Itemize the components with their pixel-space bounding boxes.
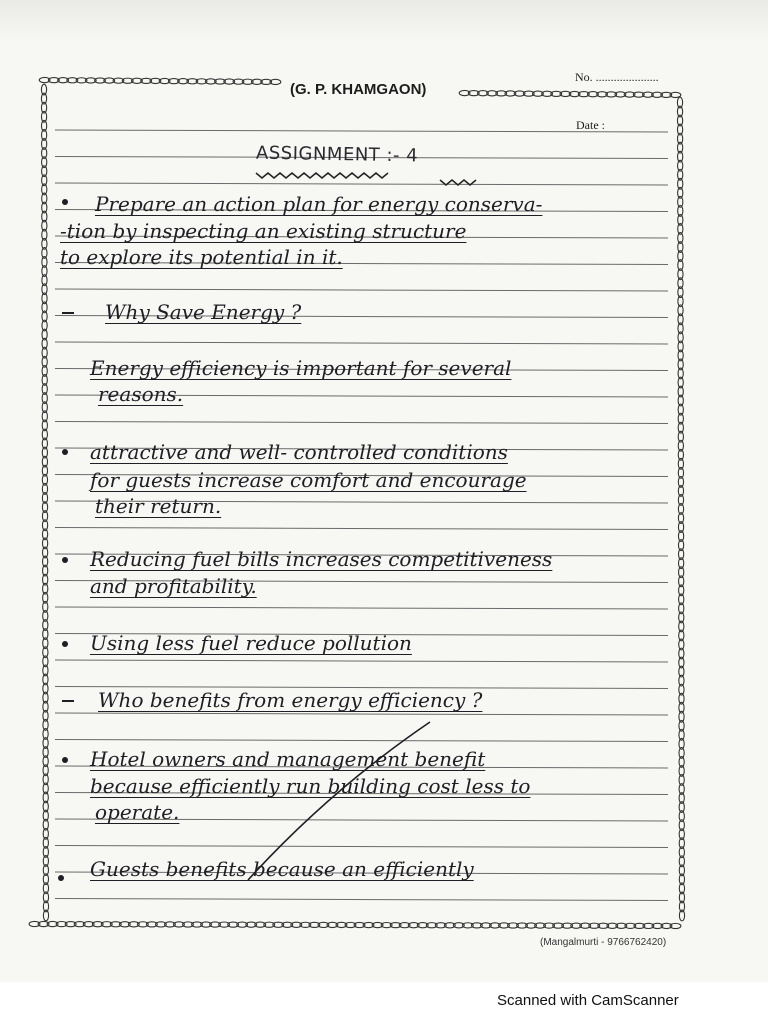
note-line: and profitability. [90,574,257,598]
note-line: reasons. [98,382,184,406]
note-line: Using less fuel reduce pollution [90,631,412,655]
printer-note: (Mangalmurti - 9766762420) [540,937,667,948]
note-line: for guests increase comfort and encourage [90,468,527,492]
note-line: Energy efficiency is important for several [90,356,512,380]
note-line: operate. [95,800,180,824]
note-line: Reducing fuel bills increases competitiveness [90,547,553,571]
note-line: because efficiently run building cost less to [90,774,531,798]
note-line: Why Save Energy ? [105,300,302,324]
note-line: Who benefits from energy efficiency ? [98,688,483,712]
note-line: Hotel owners and management benefit [90,747,486,771]
note-line: -tion by inspecting an existing structure [60,219,467,243]
note-line: their return. [95,494,222,518]
camscanner-watermark: Scanned with CamScanner [497,992,679,1009]
note-line: Guests benefits because an efficiently [90,857,474,881]
note-line: to explore its potential in it. [60,245,343,269]
college-name: (G. P. KHAMGAON) [290,81,427,98]
number-field-label: No. ..................... [575,70,659,84]
page-title: ASSIGNMENT :- 4 [255,142,419,167]
note-line: Prepare an action plan for energy conserva- [95,192,543,216]
date-field-label: Date : [576,118,605,132]
note-line: attractive and well- controlled conditions [90,440,508,464]
